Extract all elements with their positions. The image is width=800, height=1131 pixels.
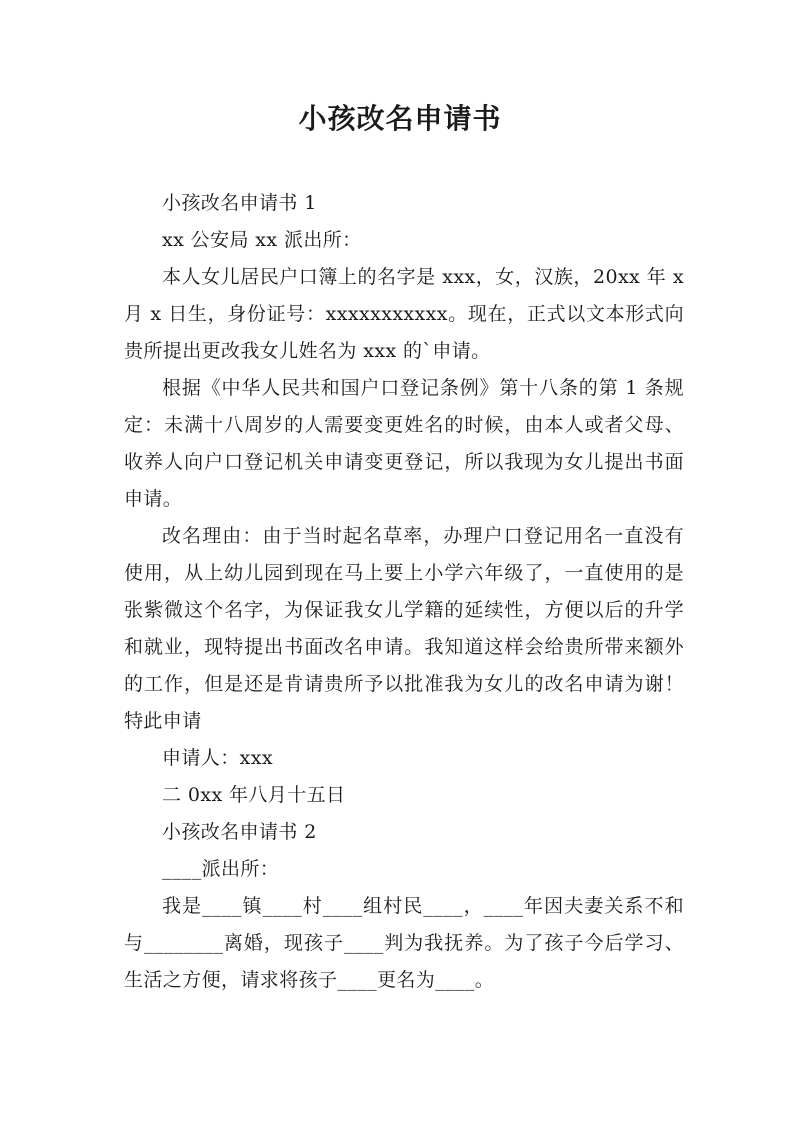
paragraph-template: 我是____镇____村____组村民____，____年因夫妻关系不和与________离婚，现孩子____判为我抚养。为了孩子今后学习、生活之方便，请求将孩子____更名为____。	[124, 895, 684, 991]
date-line: 二 0xx 年八月十五日	[162, 784, 346, 806]
section-heading-2: 小孩改名申请书 2	[162, 821, 317, 843]
applicant-line: 申请人：xxx	[162, 747, 273, 769]
document-title: 小孩改名申请书	[298, 102, 502, 135]
paragraph-legal-basis: 根据《中华人民共和国户口登记条例》第十八条的第 1 条规定：未满十八周岁的人需要变更姓名的时候，由本人或者父母、收养人向户口登记机关申请变更登记，所以我现为女儿提出书面申请。	[124, 377, 684, 510]
addressee-1: xx 公安局 xx 派出所：	[162, 229, 362, 251]
paragraph-identity: 本人女儿居民户口簿上的名字是 xxx，女，汉族，20xx 年 x 月 x 日生，身份证号：xxxxxxxxxxx。现在，正式以文本形式向贵所提出更改我女儿姓名为 xxx 的`申请。	[124, 266, 684, 362]
document-body	[124, 185, 684, 999]
addressee-2: ____派出所：	[162, 858, 280, 880]
paragraph-reason: 改名理由：由于当时起名草率，办理户口登记用名一直没有使用，从上幼儿园到现在马上要上小学六年级了，一直使用的是张紫微这个名字，为保证我女儿学籍的延续性，方便以后的升学和就业，现特提出书面改名申请。我知道这样会给贵所带来额外的工作，但是还是肯请贵所予以批准我为女儿的改名申请为谢！特此申请	[124, 525, 684, 732]
section-heading-1: 小孩改名申请书 1	[162, 192, 317, 214]
